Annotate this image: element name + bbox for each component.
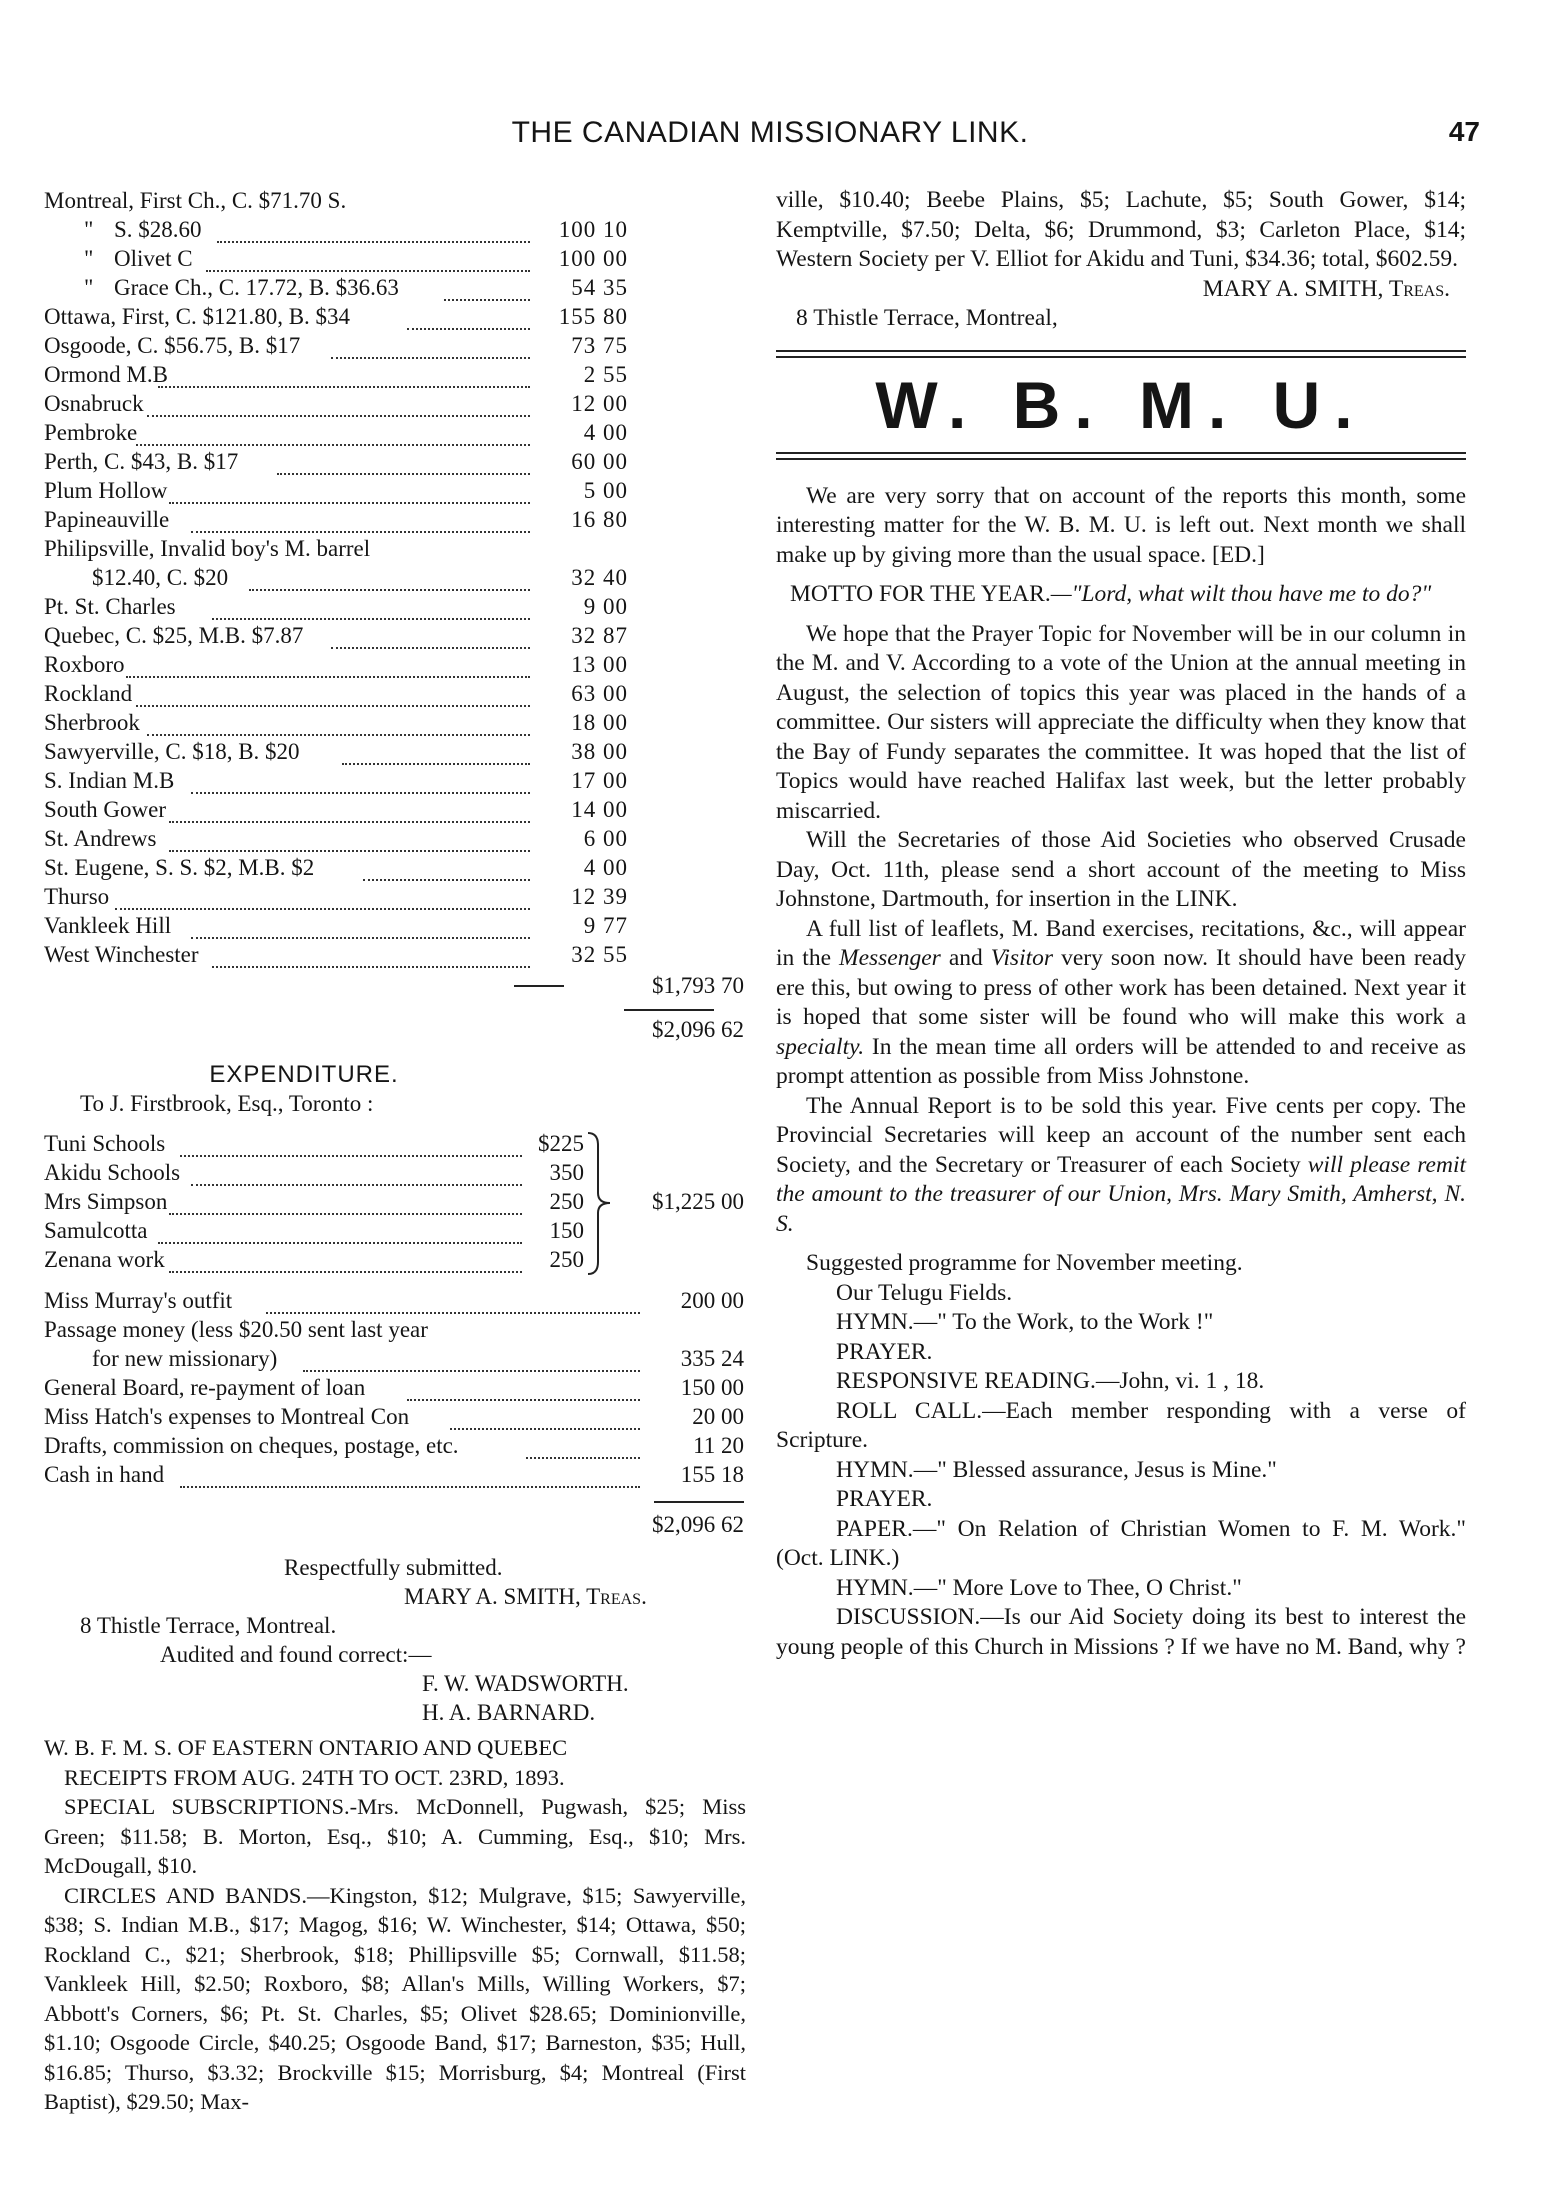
receipt-row: [44, 911, 746, 940]
running-title: THE CANADIAN MISSIONARY LINK.: [511, 116, 1029, 149]
receipt-name: Ormond M.B: [44, 362, 168, 387]
receipt-name: Grace Ch., C. 17.72, B. $36.63: [114, 275, 399, 300]
receipt-amount: 32 87: [571, 623, 628, 648]
receipt-row: [44, 186, 746, 215]
dot-leader: [266, 1286, 640, 1314]
dot-leader: [526, 1431, 640, 1459]
receipt-amount: 4 00: [583, 855, 628, 880]
receipt-row: [44, 824, 746, 853]
receipt-amount: 32 40: [571, 565, 628, 590]
receipt-name: Vankleek Hill: [44, 913, 172, 938]
receipt-name: Philipsville, Invalid boy's M. barrel: [44, 536, 371, 561]
expense-name: Cash in hand: [44, 1462, 165, 1487]
receipt-name: Ottawa, First, C. $121.80, B. $34: [44, 304, 351, 329]
expenditure-row: [44, 1373, 746, 1402]
expense-name: Samulcotta: [44, 1218, 148, 1243]
dot-leader: [136, 679, 530, 707]
brace: [584, 1131, 624, 1276]
dot-leader: [277, 447, 530, 475]
dot-leader: [206, 244, 530, 272]
receipt-amount: 12 00: [571, 391, 628, 416]
receipt-amount: 38 00: [571, 739, 628, 764]
dot-leader: [169, 1187, 522, 1215]
expenditure-row: [44, 1460, 746, 1489]
receipt-row: [44, 331, 746, 360]
expense-amount: 150: [549, 1218, 584, 1243]
receipt-row: [44, 766, 746, 795]
rule-top: [776, 350, 1466, 358]
receipt-amount: 16 80: [571, 507, 628, 532]
expense-amount: 250: [549, 1247, 584, 1272]
receipt-row: [44, 737, 746, 766]
receipt-name: S. $28.60: [114, 217, 202, 242]
receipt-name: West Winchester: [44, 942, 199, 967]
dot-leader: [180, 1129, 522, 1157]
right-column: [776, 186, 1466, 1662]
expense-name: Zenana work: [44, 1247, 165, 1272]
receipt-name: Papineauville: [44, 507, 170, 532]
dot-leader: [169, 824, 530, 852]
receipt-row: [44, 244, 746, 273]
expenditure-group-row: [44, 1245, 746, 1274]
expense-amount: $225: [538, 1131, 584, 1156]
receipt-name: Osnabruck: [44, 391, 144, 416]
receipt-name: Pembroke: [44, 420, 138, 445]
expenditure-other: [44, 1286, 746, 1489]
expense-amount: 335 24: [680, 1346, 744, 1371]
page-number: 47: [1448, 116, 1480, 147]
receipt-amount: 9 77: [583, 913, 628, 938]
telugu-fields: Our Telugu Fields.: [836, 1279, 1013, 1306]
receipt-row: [44, 592, 746, 621]
expense-amount: 250: [549, 1189, 584, 1214]
receipt-amount: 100 10: [558, 217, 628, 242]
receipt-row: [44, 476, 746, 505]
dot-leader: [212, 592, 530, 620]
receipt-amount: 73 75: [571, 333, 628, 358]
dot-leader: [191, 1158, 522, 1186]
dot-leader: [169, 476, 530, 504]
receipt-amount: 63 00: [571, 681, 628, 706]
total-rule: [624, 1009, 714, 1011]
receipt-row: [44, 563, 746, 592]
receipt-name: Roxboro: [44, 652, 125, 677]
hymn-3: HYMN.—" More Love to Thee, O Christ.": [836, 1574, 1242, 1601]
auditor-1: F. W. WADSWORTH.: [422, 1671, 629, 1696]
receipt-name: South Gower: [44, 797, 167, 822]
receipt-row: [44, 795, 746, 824]
receipt-name: Sherbrook: [44, 710, 140, 735]
dot-leader: [331, 621, 530, 649]
wbfms-title: W. B. F. M. S. OF EASTERN ONTARIO AND QUEBEC: [44, 1735, 568, 1760]
receipt-row: [44, 708, 746, 737]
receipt-row: [44, 418, 746, 447]
paper: PAPER.—" On Relation of Christian Women to F. M. Work." (Oct. LINK.): [776, 1515, 1466, 1571]
receipt-row: [44, 360, 746, 389]
right-treasurer: MARY A. SMITH, Treas.: [1202, 275, 1450, 302]
receipt-name: Perth, C. $43, B. $17: [44, 449, 239, 474]
dot-leader: [191, 505, 530, 533]
receipt-name: Montreal, First Ch., C. $71.70 S.: [44, 188, 347, 213]
dot-leader: [169, 795, 530, 823]
expense-name: Miss Hatch's expenses to Montreal Con: [44, 1404, 410, 1429]
page-header: [60, 108, 1480, 156]
address: 8 Thistle Terrace, Montreal.: [80, 1613, 337, 1638]
special-subscriptions: SPECIAL SUBSCRIPTIONS.-Mrs. McDonnell, Pugwash, $25; Miss Green; $11.58; B. Morton, Esq., $10; A. Cumming, Esq., $10; Mrs. McDougall, $10.: [44, 1794, 746, 1878]
dot-leader: [147, 389, 530, 417]
receipt-name: St. Eugene, S. S. $2, M.B. $2: [44, 855, 315, 880]
receipt-row: [44, 447, 746, 476]
expense-amount: 20 00: [692, 1404, 744, 1429]
expense-name: General Board, re-payment of loan: [44, 1375, 366, 1400]
receipts-total: $1,793 70: [652, 973, 744, 998]
receipt-name: Osgoode, C. $56.75, B. $17: [44, 333, 301, 358]
receipt-amount: 6 00: [583, 826, 628, 851]
para-4: The Annual Report is to be sold this year. Five cents per copy. The Provincial Secretaries will keep an account of the number sent each Society, and the Secretary or Treasurer of each Society will please remit the amount to the treasurer of our Union, Mrs. Mary Smith, Amherst, N. S.: [776, 1092, 1467, 1237]
dot-leader: [191, 911, 530, 939]
expense-amount: 200 00: [680, 1288, 744, 1313]
treasurer-sign: MARY A. SMITH, Treas.: [404, 1584, 647, 1609]
dot-leader: [191, 766, 530, 794]
dot-leader: [331, 331, 530, 359]
dot-leader: [212, 940, 530, 968]
para-1: We hope that the Prayer Topic for November will be in our column in the M. and V. According to a vote of the Union at the annual meeting in August, the selection of topics this year was placed in the hands of a committee. Our sisters will appreciate the difficulty when they know that the Bay of Fundy separates the committee. It was hoped that the list of Topics would have reached Halifax last week, but the letter probably miscarried.: [776, 620, 1466, 824]
receipt-amount: 54 35: [571, 275, 628, 300]
prayer-1: PRAYER.: [836, 1338, 933, 1365]
receipt-row: [44, 534, 746, 563]
grand-total-receipts: $2,096 62: [652, 1017, 744, 1042]
dot-leader: [147, 708, 530, 736]
receipts-list: [44, 186, 746, 969]
prayer-2: PRAYER.: [836, 1486, 933, 1512]
expense-amount: 155 18: [680, 1462, 744, 1487]
receipt-row: [44, 940, 746, 969]
receipt-amount: 17 00: [571, 768, 628, 793]
expenditure-row: [44, 1402, 746, 1431]
motto: MOTTO FOR THE YEAR.—"Lord, what wilt thou have me to do?": [790, 581, 1432, 607]
receipt-amount: 12 39: [571, 884, 628, 909]
expenditure-group-row: [44, 1129, 746, 1158]
receipt-name: S. Indian M.B: [44, 768, 175, 793]
receipt-row: [44, 302, 746, 331]
receipt-name: Plum Hollow: [44, 478, 168, 503]
expense-name: Tuni Schools: [44, 1131, 166, 1156]
para-3: A full list of leaflets, M. Band exercises, recitations, &c., will appear in the Messenger and Visitor very soon now. It should have been ready ere this, but owing to press of other work has been detained. Next year it is hoped that some sister will be found who will make this work a specialty. In the mean time all orders will be attended to and receive as prompt attention as possible from Miss Johnstone.: [776, 915, 1467, 1089]
expenditure-row: [44, 1286, 746, 1315]
receipts-total-row: [44, 969, 746, 1003]
programme: Suggested programme for November meeting.: [806, 1250, 1243, 1276]
expense-name: Akidu Schools: [44, 1160, 181, 1185]
group-total: $1,225 00: [652, 1189, 744, 1214]
expense-name: Miss Murray's outfit: [44, 1288, 233, 1313]
expense-name: Drafts, commission on cheques, postage, etc.: [44, 1433, 459, 1458]
receipt-name: Sawyerville, C. $18, B. $20: [44, 739, 300, 764]
receipt-amount: 9 00: [583, 594, 628, 619]
ditto-mark: ": [84, 246, 94, 271]
dot-leader: [444, 273, 530, 301]
receipt-name: St. Andrews: [44, 826, 157, 851]
receipt-amount: 14 00: [571, 797, 628, 822]
receipt-name: Olivet C: [114, 246, 193, 271]
receipt-amount: 155 80: [558, 304, 628, 329]
wbmu-heading: W. B. M. U.: [875, 367, 1367, 442]
rule-bottom: [776, 452, 1466, 460]
dot-leader: [407, 1373, 640, 1401]
receipt-name: Thurso: [44, 884, 110, 909]
auditor-2: H. A. BARNARD.: [422, 1700, 596, 1725]
dot-leader: [249, 563, 530, 591]
receipt-amount: 5 00: [583, 478, 628, 503]
dot-leader: [407, 302, 530, 330]
responsive-reading: RESPONSIVE READING.—John, vi. 1 , 18.: [836, 1368, 1265, 1394]
ditto-mark: ": [84, 217, 94, 242]
receipt-name: Pt. St. Charles: [44, 594, 176, 619]
dot-leader: [363, 853, 530, 881]
expenditure-row: [44, 1344, 746, 1373]
para-2: Will the Secretaries of those Aid Societies who observed Crusade Day, Oct. 11th, please send a short account of the meeting to Miss Johnstone, Dartmouth, for insertion in the LINK.: [776, 827, 1466, 912]
hymn-2: HYMN.—" Blessed assurance, Jesus is Mine.": [836, 1456, 1277, 1483]
dot-leader: [450, 1402, 640, 1430]
dot-leader: [180, 1460, 640, 1488]
receipt-name: $12.40, C. $20: [92, 565, 229, 590]
dot-leader: [115, 882, 530, 910]
receipt-name: Quebec, C. $25, M.B. $7.87: [44, 623, 304, 648]
dot-leader: [303, 1344, 640, 1372]
dot-leader: [136, 418, 530, 446]
expenditure-group: [44, 1129, 746, 1274]
receipt-amount: 18 00: [571, 710, 628, 735]
receipt-row: [44, 882, 746, 911]
dot-leader: [126, 650, 530, 678]
receipt-amount: 13 00: [571, 652, 628, 677]
audited: Audited and found correct:—: [160, 1642, 432, 1667]
discussion: DISCUSSION.—Is our Aid Society doing its best to interest the young people of this Church in Missions ? If we have no M. Band, why ?: [776, 1604, 1466, 1660]
dot-leader: [158, 1216, 522, 1244]
receipt-row: [44, 679, 746, 708]
respectfully: Respectfully submitted.: [284, 1555, 503, 1580]
expenditure-to-line: To J. Firstbrook, Esq., Toronto :: [80, 1091, 374, 1116]
expenditure-total: $2,096 62: [652, 1512, 744, 1537]
expense-amount: 11 20: [693, 1433, 744, 1458]
hymn-1: HYMN.—" To the Work, to the Work !": [836, 1309, 1214, 1335]
expenditure-row: [44, 1315, 746, 1344]
dot-leader: [169, 1245, 522, 1273]
expenditure-group-row: [44, 1216, 746, 1245]
expense-amount: 350: [549, 1160, 584, 1185]
left-column: [44, 186, 746, 2117]
expense-amount: 150 00: [680, 1375, 744, 1400]
ditto-mark: ": [84, 275, 94, 300]
receipt-amount: 100 00: [558, 246, 628, 271]
expense-name: Mrs Simpson: [44, 1189, 168, 1214]
receipt-row: [44, 273, 746, 302]
expense-name: Passage money (less $20.50 sent last year: [44, 1317, 428, 1342]
expenditure-row: [44, 1431, 746, 1460]
wbmu-intro: We are very sorry that on account of the reports this month, some interesting matter for the W. B. M. U. is left out. Next month we shall make up by giving more than the usual space. [ED.]: [776, 482, 1466, 568]
circles-and-bands: CIRCLES AND BANDS.—Kingston, $12; Mulgrave, $15; Sawyerville, $38; S. Indian M.B., $17; Magog, $16; W. Winchester, $14; Ottawa, $50; Rockland C., $21; Sherbrook, $18; Phillipsville $5; Cornwall, $11.58; Vankleek Hill, $2.50; Roxboro, $8; Allan's Mills, Willing Workers, $7; Abbott's Corners, $6; Pt. St. Charles, $5; Olivet $28.65; Dominionville, $1.10; Osgoode Circle, $40.25; Osgoode Band, $17; Barneston, $35; Hull, $16.85; Thurso, $3.32; Brockville $15; Morrisburg, $4; Montreal (First Baptist), $29.50; Max-: [44, 1882, 746, 2114]
receipt-name: Rockland: [44, 681, 133, 706]
expenditure-heading: EXPENDITURE.: [209, 1061, 399, 1088]
receipt-amount: 4 00: [583, 420, 628, 445]
receipt-row: [44, 389, 746, 418]
receipt-row: [44, 650, 746, 679]
receipt-row: [44, 505, 746, 534]
expense-name: for new missionary): [92, 1346, 278, 1371]
wbfms-subtitle: RECEIPTS FROM AUG. 24TH TO OCT. 23RD, 1893.: [64, 1764, 565, 1790]
receipt-amount: 32 55: [571, 942, 628, 967]
expenditure-group-row: [44, 1158, 746, 1187]
receipt-row: [44, 621, 746, 650]
right-address: 8 Thistle Terrace, Montreal,: [796, 305, 1058, 331]
receipt-amount: 60 00: [571, 449, 628, 474]
dot-leader: [158, 360, 530, 388]
roll-call: ROLL CALL.—Each member responding with a verse of Scripture.: [776, 1397, 1466, 1453]
receipt-amount: 2 55: [583, 362, 628, 387]
dot-leader: [342, 737, 530, 765]
dot-leader: [217, 215, 530, 243]
receipt-row: [44, 853, 746, 882]
receipt-row: [44, 215, 746, 244]
right-top-text: ville, $10.40; Beebe Plains, $5; Lachute, $5; South Gower, $14; Kemptville, $7.50; Delta, $6; Drummond, $3; Carleton Place, $14; Western Society per V. Elliot for Akidu and Tuni, $34.36; total, $602.59.: [776, 187, 1466, 272]
